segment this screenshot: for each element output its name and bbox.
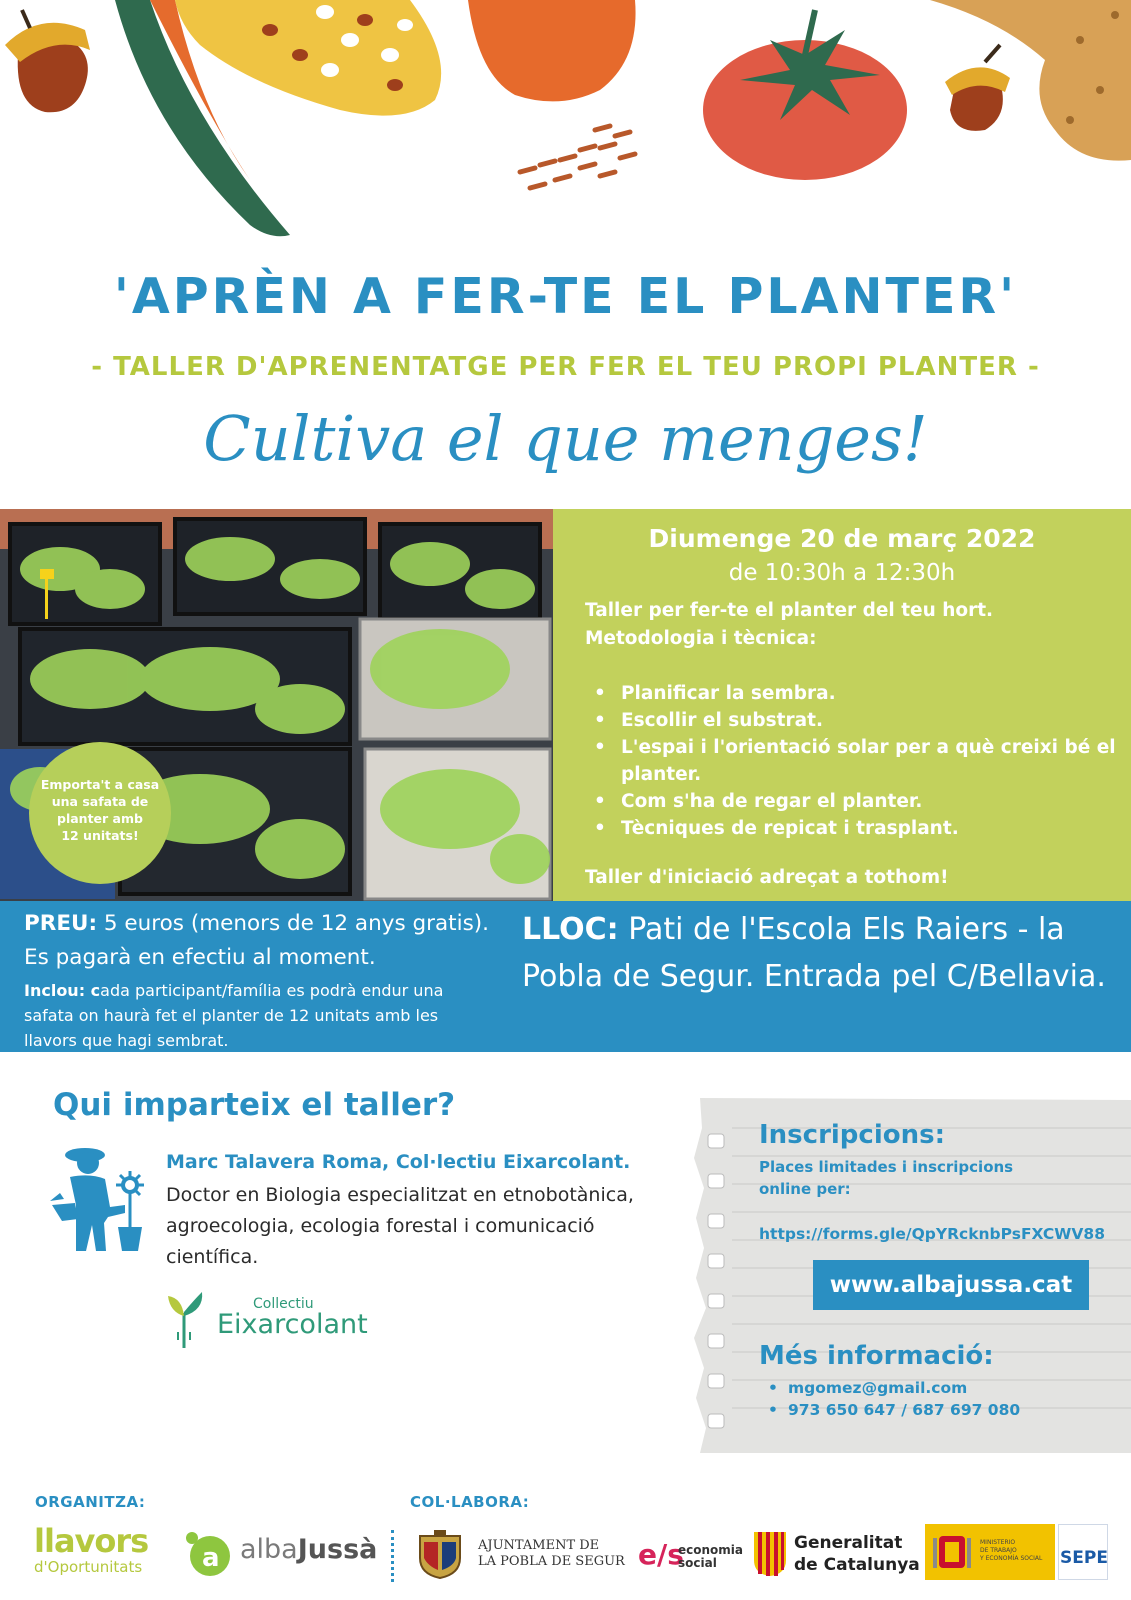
- includes-text: [24, 978, 484, 1053]
- town-council-text: [478, 1538, 625, 1570]
- badge-line: planter amb: [57, 811, 143, 826]
- event-date: Diumenge 20 de març 2022: [648, 524, 1036, 553]
- alba-bold: Jussà: [297, 1534, 378, 1565]
- event-intro: Taller per fer-te el planter del teu hort.: [585, 600, 994, 621]
- contact-phone[interactable]: • 973 650 647 / 687 697 080: [788, 1399, 1020, 1421]
- llavors-logo-text: llavors: [34, 1522, 149, 1560]
- contact-list: [788, 1377, 1020, 1421]
- registration-form-link[interactable]: https://forms.gle/QpYRcknbPsFXCWV88: [759, 1225, 1105, 1243]
- sepe-logo-text: SEPE: [1060, 1548, 1108, 1568]
- slogan: Cultiva el que menges!: [203, 402, 928, 475]
- includes-value: ada participant/família es podrà endur una safata on haurà fet el planter de 12 unitats amb les llavors que hagi sembrat.: [24, 981, 444, 1050]
- badge-line: Emporta't a casa: [40, 777, 160, 792]
- place-label: LLOC:: [522, 912, 619, 947]
- pepper-icon: [468, 0, 636, 101]
- town-coat-of-arms-icon: [414, 1530, 466, 1580]
- contact-email[interactable]: • mgomez@gmail.com: [788, 1377, 1020, 1399]
- eixarcolant-logo-text: Eixarcolant: [217, 1309, 368, 1340]
- topic-list: [611, 680, 1116, 842]
- takeaway-badge: [29, 742, 171, 884]
- town-council-line: AJUNTAMENT DE: [478, 1538, 600, 1553]
- badge-line: 12 unitats!: [61, 828, 139, 843]
- acorn-right-icon: [945, 45, 1010, 131]
- gardener-icon: [50, 1145, 147, 1253]
- list-item: • Com s'ha de regar el planter.: [611, 788, 1116, 815]
- list-item: • Tècniques de repicat i trasplant.: [611, 815, 1116, 842]
- page-subtitle: - TALLER D'APRENENTATGE PER FER EL TEU PROPI PLANTER -: [91, 352, 1040, 382]
- social-economy-text: [678, 1544, 743, 1570]
- tomato-icon: [703, 10, 907, 180]
- ministry-line: Y ECONOMÍA SOCIAL: [980, 1555, 1043, 1562]
- corn-icon: [175, 0, 441, 116]
- instructor-heading: Qui imparteix el taller?: [53, 1087, 456, 1123]
- price-label: PREU:: [24, 911, 98, 936]
- place-value: Pati de l'Escola Els Raiers - la Pobla de Segur. Entrada pel C/Bellavia.: [522, 912, 1106, 994]
- social-economy-icon: [638, 1536, 684, 1574]
- albajussa-logo-text: [240, 1534, 377, 1565]
- list-item: • L'espai i l'orientació solar per a què creixi bé el planter.: [611, 734, 1116, 788]
- collaborator-label: COL·LABORA:: [410, 1493, 530, 1511]
- payment-note: Es pagarà en efectiu al moment.: [24, 945, 376, 970]
- inscriptions-note: Places limitades i inscripcions: [759, 1158, 1014, 1176]
- list-item: • Planificar la sembra.: [611, 680, 1116, 707]
- practical-info-bar: [0, 901, 1131, 1052]
- llavors-logo-subtext: d'Oportunitats: [34, 1558, 143, 1576]
- svg-text:a: a: [202, 1543, 220, 1573]
- inscriptions-note: online per:: [759, 1180, 851, 1198]
- generalitat-text: [794, 1532, 920, 1576]
- website-button[interactable]: www.albajussa.cat: [813, 1260, 1089, 1310]
- place-text: [522, 906, 1112, 1000]
- event-details-panel: [553, 509, 1131, 901]
- eixarcolant-logo-small-text: Collectiu: [253, 1296, 314, 1312]
- generalitat-icon: [752, 1530, 788, 1578]
- includes-label: Inclou: c: [24, 981, 101, 1000]
- badge-line: una safata de: [51, 794, 149, 809]
- generalitat-line: Generalitat: [794, 1533, 903, 1553]
- instructor-bio: Doctor en Biologia especialitzat en etnobotànica, agroecologia, ecologia forestal i comunicació científica.: [166, 1184, 634, 1268]
- ministry-text: [980, 1539, 1042, 1563]
- social-economy-line: economia: [678, 1543, 743, 1557]
- page-title: 'APRÈN A FER-TE EL PLANTER': [113, 268, 1018, 325]
- vegetables-illustration: [0, 0, 1131, 250]
- event-time: de 10:30h a 12:30h: [728, 560, 956, 586]
- list-item: • Escollir el substrat.: [611, 707, 1116, 734]
- price-line: [24, 911, 489, 936]
- seed-dashes-icon: [520, 126, 635, 188]
- spanish-arms-icon: [925, 1524, 981, 1580]
- price-value: 5 euros (menors de 12 anys gratis).: [97, 911, 489, 936]
- alba-light: alba: [240, 1534, 298, 1565]
- organizer-label: ORGANITZA:: [35, 1493, 146, 1511]
- audience-note: Taller d'iniciació adreçat a tothom!: [585, 867, 949, 888]
- ministry-line: MINISTERIO: [980, 1539, 1016, 1546]
- generalitat-line: de Catalunya: [794, 1555, 920, 1575]
- more-info-heading: Més informació:: [759, 1341, 994, 1371]
- event-intro: Metodologia i tècnica:: [585, 628, 817, 649]
- town-council-line: LA POBLA DE SEGUR: [478, 1554, 625, 1569]
- svg-text:e/s: e/s: [638, 1538, 684, 1571]
- ministry-line: DE TRABAJO: [980, 1547, 1017, 1554]
- instructor-name: Marc Talavera Roma, Col·lectiu Eixarcolant.: [166, 1151, 631, 1173]
- inscriptions-heading: Inscripcions:: [759, 1120, 945, 1150]
- social-economy-line: social: [678, 1556, 717, 1570]
- footer-divider: [391, 1530, 394, 1582]
- acorn-left-icon: [5, 10, 90, 112]
